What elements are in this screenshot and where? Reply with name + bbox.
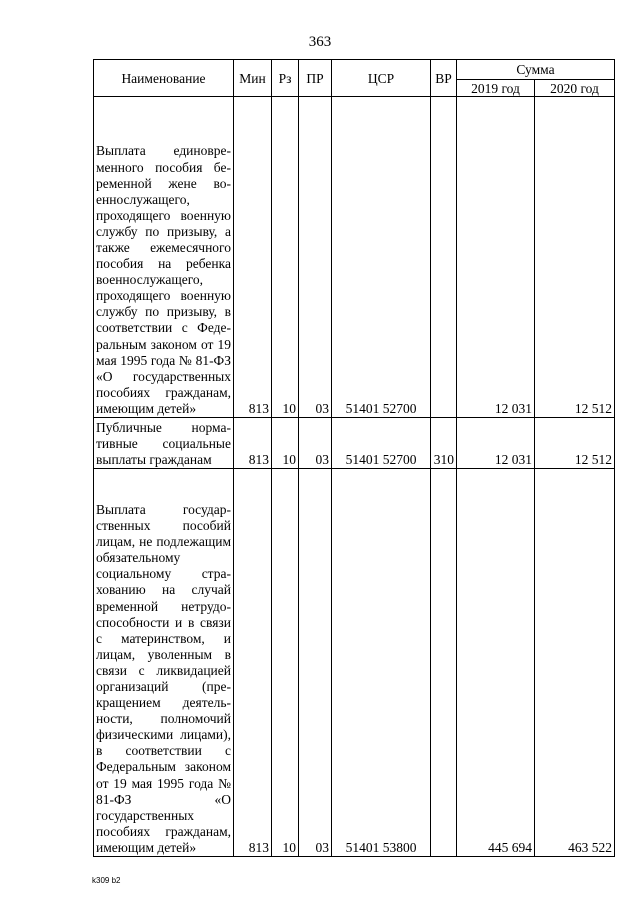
- row-rz: 10: [272, 97, 299, 418]
- row-pr: 03: [299, 97, 332, 418]
- row-vr: [431, 469, 457, 857]
- page-number: 363: [308, 34, 332, 50]
- table-row: [94, 418, 615, 469]
- header-sum: Сумма: [457, 60, 615, 80]
- header-year-2019: 2019 год: [457, 80, 535, 97]
- row-min: 813: [234, 418, 272, 469]
- header-min: Мин: [234, 60, 272, 97]
- row-sum-2020: 463 522: [535, 469, 615, 857]
- row-name: Выплата государственных пособий лицам, не подлежащим обязательному социальному страхованию на случай временной нетрудоспособности и в связи с материнством, и лицам, уволенным в связи с ликвидацией организаций (прекращением деятельности, полномочий физическими лицами), в соответствии с Федеральным законом от 19 мая 1995 года № 81-ФЗ «О государственных пособиях гражданам, имеющим детей»: [94, 469, 234, 857]
- row-name: Выплата единовременного пособия беременной жене военнослужащего, проходящего военную службу по призыву, а также ежемесячного пособия на ребенка военнослужащего, проходящего военную службу по призыву, в соответствии с Федеральным законом от 19 мая 1995 года № 81-ФЗ «О государственных пособиях гражданам, имеющим детей»: [94, 97, 234, 418]
- footer-code: k309 b2: [92, 876, 121, 885]
- header-vr: ВР: [431, 60, 457, 97]
- row-vr: [431, 97, 457, 418]
- row-csr: 51401 52700: [332, 97, 431, 418]
- row-sum-2020: 12 512: [535, 418, 615, 469]
- row-sum-2019: 12 031: [457, 418, 535, 469]
- row-sum-2019: 12 031: [457, 97, 535, 418]
- header-csr: ЦСР: [332, 60, 431, 97]
- table-row: [94, 97, 615, 418]
- row-sum-2019: 445 694: [457, 469, 535, 857]
- row-rz: 10: [272, 418, 299, 469]
- row-csr: 51401 53800: [332, 469, 431, 857]
- row-min: 813: [234, 97, 272, 418]
- header-name: Наименование: [94, 60, 234, 97]
- header-pr: ПР: [299, 60, 332, 97]
- row-vr: 310: [431, 418, 457, 469]
- row-pr: 03: [299, 469, 332, 857]
- row-sum-2020: 12 512: [535, 97, 615, 418]
- row-name: Публичные нормативные социальные выплаты гражданам: [94, 418, 234, 469]
- table-row: [94, 469, 615, 857]
- header-rz: Рз: [272, 60, 299, 97]
- budget-table: [93, 59, 615, 857]
- header-year-2020: 2020 год: [535, 80, 615, 97]
- row-rz: 10: [272, 469, 299, 857]
- row-min: 813: [234, 469, 272, 857]
- row-csr: 51401 52700: [332, 418, 431, 469]
- row-pr: 03: [299, 418, 332, 469]
